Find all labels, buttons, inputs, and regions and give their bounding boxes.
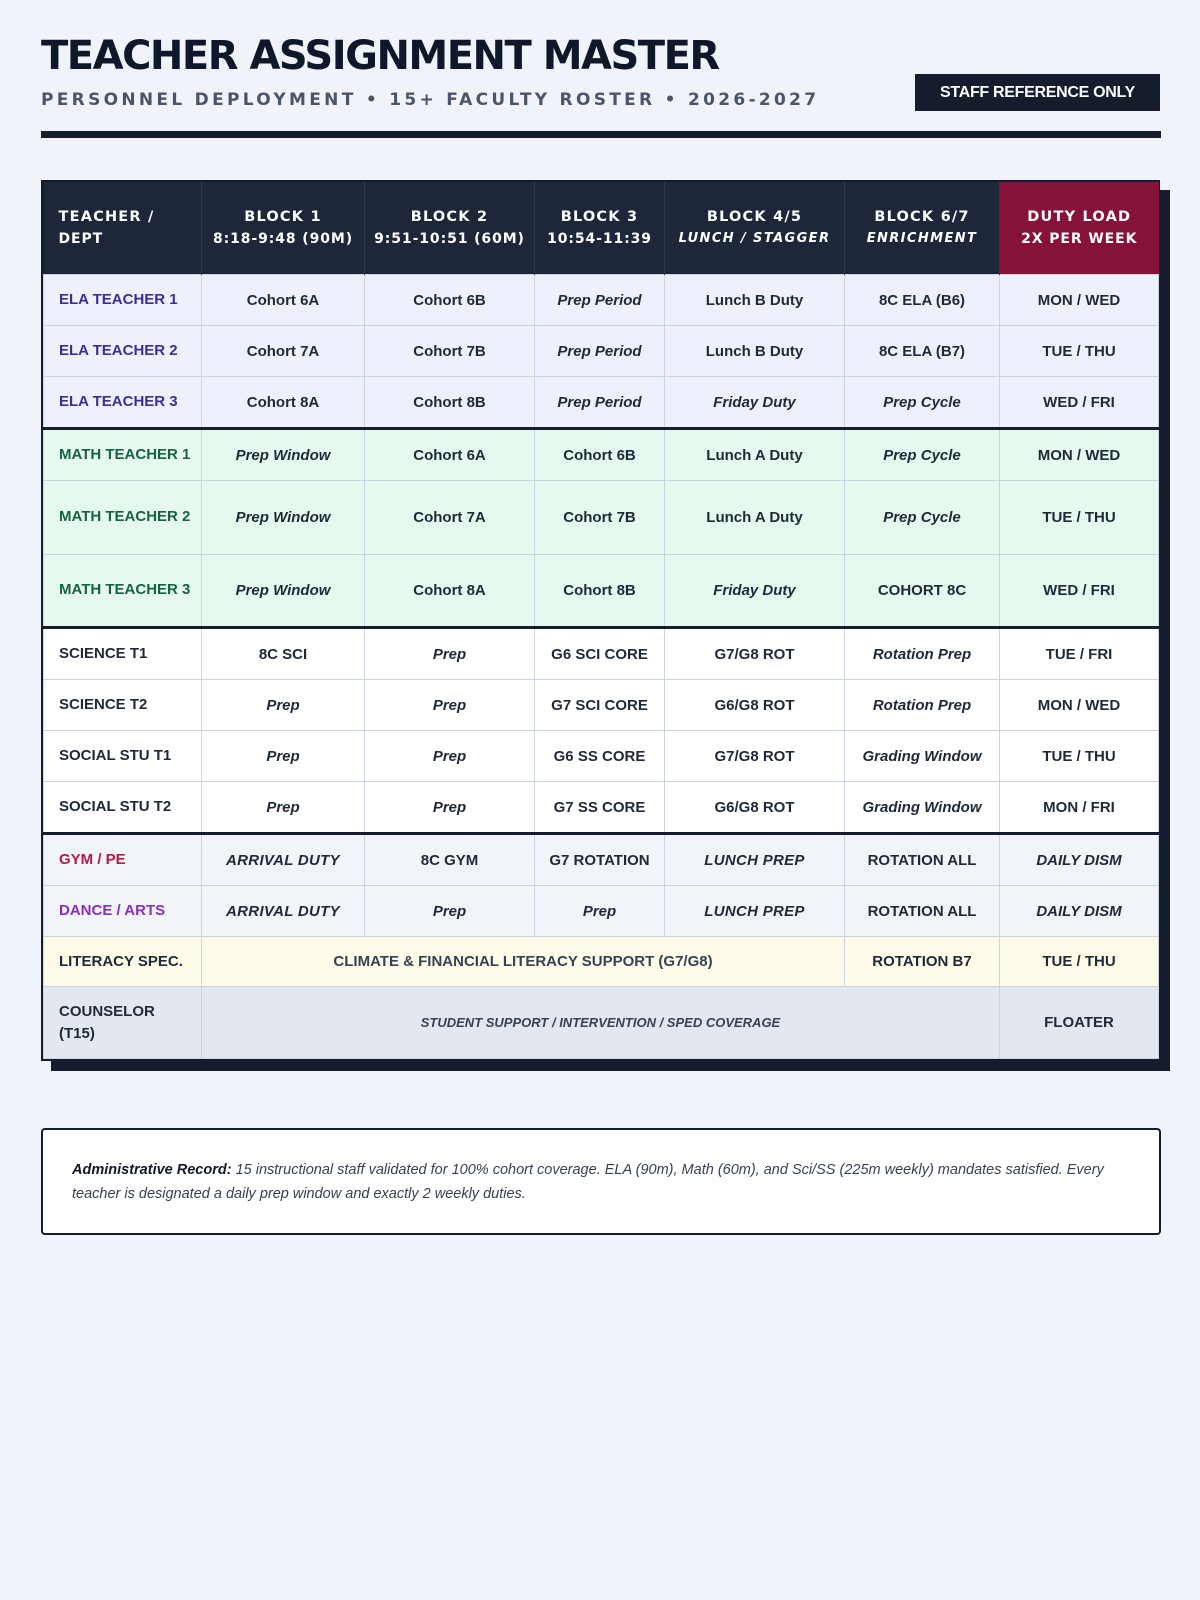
cell: LUNCH PREP	[665, 834, 845, 886]
cell: Rotation Prep	[845, 680, 1000, 731]
merged-cell: STUDENT SUPPORT / INTERVENTION / SPED COVERAGE	[202, 987, 1000, 1059]
duty-days: TUE / THU	[1000, 326, 1159, 377]
cell: Prep	[365, 628, 535, 680]
cell: Prep	[202, 731, 365, 782]
col-header-block-2: BLOCK 2 9:51-10:51 (60M)	[365, 182, 535, 275]
table-row	[44, 377, 1159, 429]
cell: Cohort 6B	[365, 275, 535, 326]
cell: Friday Duty	[665, 554, 845, 628]
table-row	[44, 731, 1159, 782]
teacher-name: COUNSELOR (T15)	[44, 987, 202, 1059]
duty-days: FLOATER	[1000, 987, 1159, 1059]
cell: G6 SCI CORE	[535, 628, 665, 680]
cell: G6/G8 ROT	[665, 782, 845, 834]
cell: Rotation Prep	[845, 628, 1000, 680]
cell: 8C ELA (B6)	[845, 275, 1000, 326]
cell: Prep	[535, 886, 665, 937]
duty-days: DAILY DISM	[1000, 834, 1159, 886]
col-header-block-3: BLOCK 3 10:54-11:39	[535, 182, 665, 275]
cell: 8C SCI	[202, 628, 365, 680]
assignment-table	[41, 180, 1160, 1061]
teacher-name: SOCIAL STU T2	[44, 782, 202, 834]
cell: Cohort 6B	[535, 429, 665, 481]
cell: Prep	[365, 680, 535, 731]
cell: Cohort 8A	[365, 554, 535, 628]
duty-days: TUE / FRI	[1000, 628, 1159, 680]
cell: Cohort 8B	[535, 554, 665, 628]
cell: Prep Period	[535, 275, 665, 326]
cell: LUNCH PREP	[665, 886, 845, 937]
duty-days: MON / FRI	[1000, 782, 1159, 834]
teacher-name: GYM / PE	[44, 834, 202, 886]
cell: Cohort 6A	[202, 275, 365, 326]
duty-days: MON / WED	[1000, 429, 1159, 481]
col-header-duty-load: DUTY LOAD 2X PER WEEK	[1000, 182, 1159, 275]
cell: Lunch A Duty	[665, 429, 845, 481]
table-row	[44, 886, 1159, 937]
cell: Lunch B Duty	[665, 275, 845, 326]
cell: G6/G8 ROT	[665, 680, 845, 731]
table-row	[44, 326, 1159, 377]
cell: G7/G8 ROT	[665, 731, 845, 782]
cell: ARRIVAL DUTY	[202, 834, 365, 886]
table-row	[44, 628, 1159, 680]
teacher-name: SOCIAL STU T1	[44, 731, 202, 782]
cell: Grading Window	[845, 782, 1000, 834]
duty-days: TUE / THU	[1000, 481, 1159, 555]
duty-days: WED / FRI	[1000, 554, 1159, 628]
table-row	[44, 481, 1159, 555]
note-text: 15 instructional staff validated for 100% cohort coverage. ELA (90m), Math (60m), and Sci/SS (225m weekly) mandates satisfied. Every teacher is designated a daily prep window and exactly 2 weekly duties.	[72, 1162, 1104, 1202]
duty-days: MON / WED	[1000, 680, 1159, 731]
cell: Prep	[365, 731, 535, 782]
cell: 8C ELA (B7)	[845, 326, 1000, 377]
cell: Prep	[365, 886, 535, 937]
administrative-note	[41, 1128, 1161, 1235]
header-divider	[41, 131, 1161, 138]
teacher-name: MATH TEACHER 2	[44, 481, 202, 555]
cell: Prep Window	[202, 429, 365, 481]
cell: Friday Duty	[665, 377, 845, 429]
cell: G7 SCI CORE	[535, 680, 665, 731]
cell: Prep Period	[535, 377, 665, 429]
cell: Cohort 7A	[365, 481, 535, 555]
col-header-block-1: BLOCK 1 8:18-9:48 (90M)	[202, 182, 365, 275]
table-row	[44, 554, 1159, 628]
teacher-name: SCIENCE T1	[44, 628, 202, 680]
col-header-block-6-7: BLOCK 6/7 ENRICHMENT	[845, 182, 1000, 275]
cell: ROTATION B7	[845, 937, 1000, 987]
teacher-name: ELA TEACHER 1	[44, 275, 202, 326]
cell: Prep	[365, 782, 535, 834]
cell: Lunch A Duty	[665, 481, 845, 555]
table-row	[44, 782, 1159, 834]
cell: Prep Cycle	[845, 429, 1000, 481]
teacher-name: MATH TEACHER 3	[44, 554, 202, 628]
col-header-block-4-5: BLOCK 4/5 LUNCH / STAGGER	[665, 182, 845, 275]
cell: 8C GYM	[365, 834, 535, 886]
merged-cell: CLIMATE & FINANCIAL LITERACY SUPPORT (G7/G8)	[202, 937, 845, 987]
duty-days: TUE / THU	[1000, 937, 1159, 987]
cell: Cohort 7B	[365, 326, 535, 377]
table-row	[44, 937, 1159, 987]
cell: Prep	[202, 680, 365, 731]
duty-days: WED / FRI	[1000, 377, 1159, 429]
teacher-name: ELA TEACHER 3	[44, 377, 202, 429]
table-row	[44, 987, 1159, 1059]
page-title: TEACHER ASSIGNMENT MASTER	[41, 33, 719, 79]
duty-days: TUE / THU	[1000, 731, 1159, 782]
cell: ROTATION ALL	[845, 834, 1000, 886]
cell: Cohort 7B	[535, 481, 665, 555]
cell: Prep Cycle	[845, 481, 1000, 555]
staff-reference-badge: STAFF REFERENCE ONLY	[915, 74, 1160, 111]
cell: Prep	[202, 782, 365, 834]
duty-days: DAILY DISM	[1000, 886, 1159, 937]
note-label: Administrative Record:	[72, 1162, 232, 1178]
table-row	[44, 275, 1159, 326]
cell: Cohort 6A	[365, 429, 535, 481]
col-header-teacher: TEACHER / DEPT	[44, 182, 202, 275]
cell: Prep Window	[202, 481, 365, 555]
cell: G7 SS CORE	[535, 782, 665, 834]
teacher-name: MATH TEACHER 1	[44, 429, 202, 481]
teacher-name: ELA TEACHER 2	[44, 326, 202, 377]
cell: G7 ROTATION	[535, 834, 665, 886]
duty-days: MON / WED	[1000, 275, 1159, 326]
cell: Prep Period	[535, 326, 665, 377]
cell: Cohort 8A	[202, 377, 365, 429]
cell: ROTATION ALL	[845, 886, 1000, 937]
table-row	[44, 429, 1159, 481]
cell: COHORT 8C	[845, 554, 1000, 628]
cell: G7/G8 ROT	[665, 628, 845, 680]
table-row	[44, 680, 1159, 731]
cell: Cohort 8B	[365, 377, 535, 429]
teacher-name: LITERACY SPEC.	[44, 937, 202, 987]
cell: Lunch B Duty	[665, 326, 845, 377]
cell: Grading Window	[845, 731, 1000, 782]
cell: Prep Window	[202, 554, 365, 628]
cell: Cohort 7A	[202, 326, 365, 377]
table-header-row	[44, 182, 1159, 275]
cell: Prep Cycle	[845, 377, 1000, 429]
cell: ARRIVAL DUTY	[202, 886, 365, 937]
table-row	[44, 834, 1159, 886]
cell: G6 SS CORE	[535, 731, 665, 782]
teacher-name: SCIENCE T2	[44, 680, 202, 731]
page-subtitle: PERSONNEL DEPLOYMENT • 15+ FACULTY ROSTER • 2026-2027	[41, 90, 820, 110]
teacher-name: DANCE / ARTS	[44, 886, 202, 937]
